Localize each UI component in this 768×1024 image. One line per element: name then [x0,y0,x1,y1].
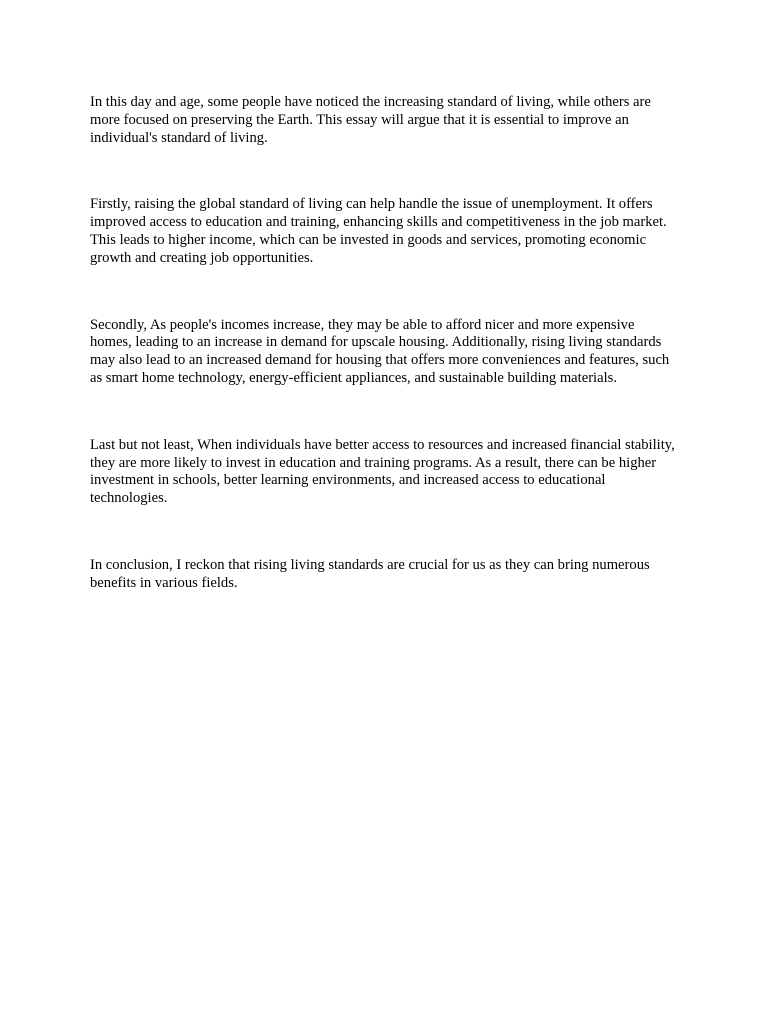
document-body [90,94,678,642]
paragraph-conclusion: In conclusion, I reckon that rising living standards are crucial for us as they can bring numerous benefits in various fields. [90,556,650,591]
paragraph-second-argument: Secondly, As people's incomes increase, they may be able to afford nicer and more expensive homes, leading to an increase in demand for upscale housing. Additionally, rising living standards may also lead to an increased demand for housing that offers more conveniences and features, such as smart home technology, energy-efficient appliances, and sustainable building materials. [90,316,670,386]
paragraph-third-argument: Last but not least, When individuals have better access to resources and increased financial stability, they are more likely to invest in education and training programs. As a result, there can be higher investment in schools, better learning environments, and increased access to educational technologies. [90,436,675,507]
paragraph-introduction: In this day and age, some people have noticed the increasing standard of living, while others are more focused on preserving the Earth. This essay will argue that it is essential to improve an individual's standard of living. [90,94,651,146]
paragraph-first-argument: Firstly, raising the global standard of living can help handle the issue of unemployment. It offers improved access to education and training, enhancing skills and competitiveness in the job market. This leads to higher income, which can be invested in goods and services, promoting economic growth and creating job opportunities. [90,196,667,266]
